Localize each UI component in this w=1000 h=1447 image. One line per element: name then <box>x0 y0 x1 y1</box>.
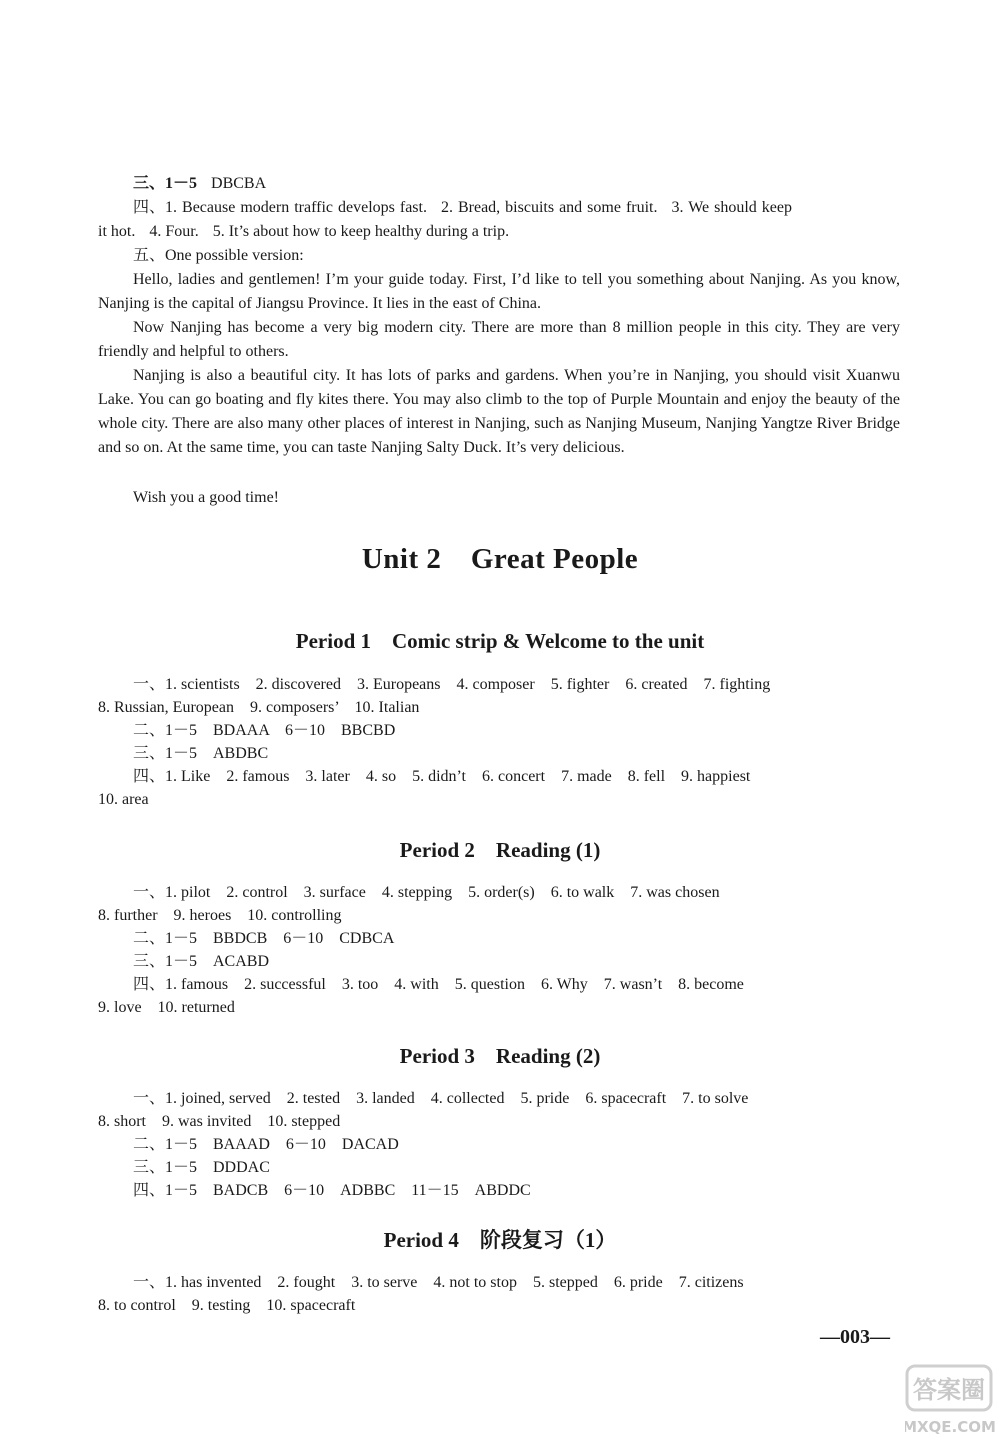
period3-section1-line1: 一、1. joined, served 2. tested 3. landed 4. collected 5. pride 6. spacecraft 7. to solve <box>133 1090 749 1107</box>
period1-section4-line2: 10. area <box>98 791 149 808</box>
period1-section2: 二、1－5 BDAAA 6－10 BBCBD <box>133 722 396 739</box>
answer-item: 2. Bread, biscuits and some fruit. <box>440 199 658 216</box>
unit1-section3 <box>98 172 935 196</box>
essay-paragraph-3: Nanjing is also a beautiful city. It has lots of parks and gardens. When you’re in Nanjing, you should visit Xuanwu Lake. You can go boating and fly kites there. You may also climb to the top of Purple Mountain and enjoy the beauty of the whole city. There are also many other places of interest in Nanjing, such as Nanjing Museum, Nanjing Yangtze River Bridge and so on. At the same time, you can taste Nanjing Salty Duck. It’s very delicious. <box>98 367 900 456</box>
essay-paragraph-4: Wish you a good time! <box>133 489 279 506</box>
period3-section2: 二、1－5 BAAAD 6－10 DACAD <box>133 1136 399 1153</box>
period3-section1-line2: 8. short 9. was invited 10. stepped <box>98 1113 341 1130</box>
essay-paragraph-1: Hello, ladies and gentlemen! I’m your guide today. First, I’d like to tell you something about Nanjing. As you know, Nanjing is the capital of Jiangsu Province. It lies in the east of China. <box>98 271 900 312</box>
essay-paragraph-2: Now Nanjing has become a very big modern city. There are more than 8 million people in this city. They are very friendly and helpful to others. <box>98 319 900 360</box>
period1-section1-line1: 一、1. scientists 2. discovered 3. Europeans 4. composer 5. fighter 6. created 7. fighting <box>133 676 771 693</box>
period4-section1-line1: 一、1. has invented 2. fought 3. to serve 4. not to stop 5. stepped 6. pride 7. citizens <box>133 1274 744 1291</box>
period2-section4-line2: 9. love 10. returned <box>98 999 235 1016</box>
svg-text:MXQE.COM: MXQE.COM <box>905 1418 995 1436</box>
period3-section3: 三、1－5 DDDAC <box>133 1159 270 1176</box>
answer-item: 4. Four. <box>149 223 199 240</box>
period1-title: Period 1 Comic strip & Welcome to the unit <box>295 629 705 653</box>
page-number: —003— <box>820 1326 890 1348</box>
unit-title: Unit 2 Great People <box>361 543 639 575</box>
section-label: 三、1－5 <box>133 175 198 192</box>
answer-sequence: DBCBA <box>211 175 267 192</box>
watermark-logo <box>905 1360 995 1440</box>
svg-text:答案圈: 答案圈 <box>913 1376 985 1404</box>
period1-section4-line1: 四、1. Like 2. famous 3. later 4. so 5. didn’t 6. concert 7. made 8. fell 9. happiest <box>133 768 751 785</box>
period2-section1-line1: 一、1. pilot 2. control 3. surface 4. stepping 5. order(s) 6. to walk 7. was chosen <box>133 884 720 901</box>
period2-title: Period 2 Reading (1) <box>399 838 601 862</box>
period2-section4-line1: 四、1. famous 2. successful 3. too 4. with 5. question 6. Why 7. wasn’t 8. become <box>133 976 744 993</box>
period4-section1-line2: 8. to control 9. testing 10. spacecraft <box>98 1297 356 1314</box>
answer-item: 5. It’s about how to keep healthy during a trip. <box>212 223 510 240</box>
period1-section1-line2: 8. Russian, European 9. composers’ 10. Italian <box>98 699 420 716</box>
period4-title: Period 4 阶段复习（1） <box>383 1228 617 1252</box>
section-label: 四、 <box>133 199 166 216</box>
answer-item: 3. We should keep <box>671 199 792 216</box>
period2-section2: 二、1－5 BBDCB 6－10 CDBCA <box>133 930 395 947</box>
period2-section3: 三、1－5 ACABD <box>133 953 270 970</box>
period2-section1-line2: 8. further 9. heroes 10. controlling <box>98 907 342 924</box>
period3-section4: 四、1－5 BADCB 6－10 ADBBC 11－15 ABDDC <box>133 1182 531 1199</box>
unit1-section4-line1 <box>98 196 935 220</box>
unit1-section5-label: 五、One possible version: <box>133 247 304 264</box>
period1-section3: 三、1－5 ABDBC <box>133 745 269 762</box>
unit1-section4-line2 <box>98 220 900 244</box>
answer-item: it hot. <box>98 223 136 240</box>
answer-item: 1. Because modern traffic develops fast. <box>165 199 427 216</box>
period3-title: Period 3 Reading (2) <box>399 1044 601 1068</box>
